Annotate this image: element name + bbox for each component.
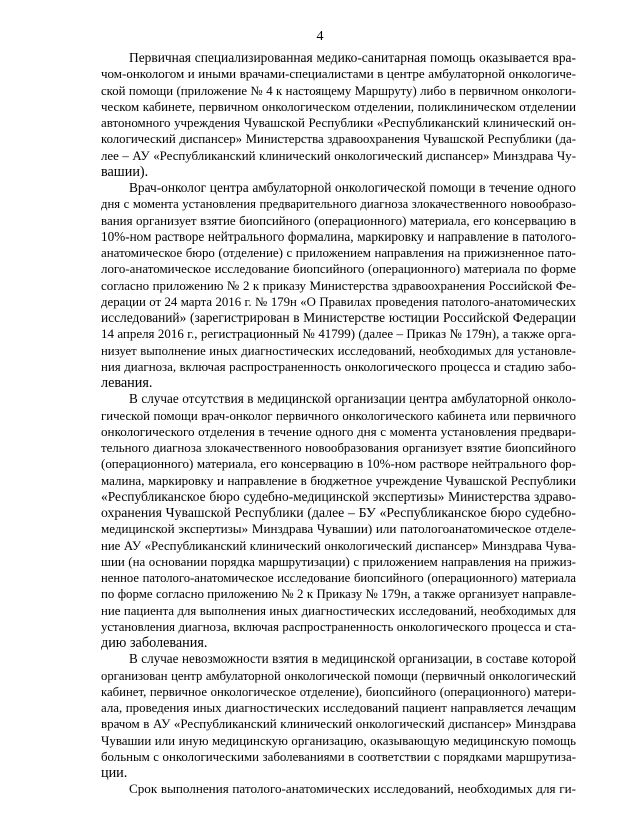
- text-line: вания организует взятие биопсийного (операционного) материала, его консервацию в: [101, 212, 576, 228]
- text-line: чом-онкологом и иными врачами-специалистами в центре амбулаторной онкологиче-: [101, 66, 576, 82]
- page-number: 4: [316, 29, 324, 44]
- text-line: ние АУ «Республиканский клинический онкологический диспансер» Минздрава Чува-: [101, 538, 576, 553]
- text-line: охранения Чувашской Республики (далее – БУ «Республиканское бюро судебно-: [101, 505, 576, 520]
- paragraph-4: [101, 651, 576, 781]
- text-line: больным с онкологическими заболеваниями в соответствии с порядками маршрутиза-: [101, 749, 576, 764]
- paragraph-3: [101, 391, 576, 651]
- text-line: Чувашии или иную медицинскую организацию, оказывающую медицинскую помощь: [101, 732, 576, 748]
- text-line: 10%-ном растворе нейтрального формалина, маркировку и направление в патолого-: [101, 228, 576, 244]
- text-line: ние пациента для выполнения иных диагностических исследований, необходимых для: [101, 603, 576, 618]
- text-line: (операционного) материала, его консервацию в 10%-ном растворе нейтрального фор-: [101, 456, 576, 472]
- text-line: врачом в АУ «Республиканский клинический онкологический диспансер» Минздрава: [101, 716, 576, 732]
- text-line: Первичная специализированная медико-санитарная помощь оказывается вра-: [129, 50, 576, 65]
- text-line: малина, маркировку и направление в бюджетное учреждение Чувашской Республики: [101, 472, 576, 488]
- text-line: установления диагноза, включая распространенность онкологического процесса и ста-: [101, 619, 576, 634]
- document-body: [101, 50, 576, 798]
- text-line: «Республиканское бюро судебно-медицинской экспертизы» Министерства здраво-: [101, 488, 576, 504]
- text-line: вашии).: [101, 163, 149, 180]
- text-line: В случае невозможности взятия в медицинской организации, в составе которой: [129, 651, 576, 667]
- text-line: ской помощи (приложение № 4 к настоящему Маршруту) либо в первичном онкологи-: [101, 83, 576, 98]
- text-line: тельного диагноза злокачественного новообразования организует взятие биопсийного: [101, 441, 576, 455]
- text-line: гической помощи врач-онколог первичного онкологического кабинета или первичного: [101, 408, 576, 423]
- text-line: лее – АУ «Республиканский клинический онкологический диспансер» Минздрава Чу-: [101, 148, 576, 163]
- text-line: шии (на основании порядка маршрутизации) с приложением направления на прижиз-: [101, 553, 576, 569]
- text-line: ции.: [101, 765, 128, 781]
- text-line: дерации от 24 марта 2016 г. № 179н «О Правилах проведения патолого-анатомических: [101, 294, 576, 309]
- text-line: организован центр амбулаторной онкологической помощи (первичный онкологический: [101, 668, 576, 683]
- text-line: автономного учреждения Чувашской Республики «Республиканский клинический он-: [101, 115, 576, 130]
- text-line: ала, проведения иных диагностических исследований пациент направляется лечащим: [101, 701, 576, 715]
- text-line: согласно приложению № 2 к приказу Министерства здравоохранения Российской Фе-: [101, 277, 576, 293]
- text-line: Срок выполнения патолого-анатомических исследований, необходимых для ги-: [129, 781, 576, 797]
- text-line: Врач-онколог центра амбулаторной онкологической помощи в течение одного: [129, 180, 576, 195]
- text-line: медицинской экспертизы» Минздрава Чувашии) или патологоанатомическое отделе-: [101, 521, 576, 537]
- text-line: левания.: [101, 375, 153, 391]
- text-line: низует выполнение иных диагностических исследований, необходимых для установле-: [101, 343, 576, 358]
- text-line: дня с момента установления предварительного диагноза злокачественного новообразо-: [101, 197, 576, 212]
- text-line: онкологического отделения в течение одного дня с момента установления предвари-: [101, 423, 576, 439]
- paragraph-1: [101, 50, 576, 180]
- text-line: ческом кабинете, первичном онкологическом отделении, поликлиническом отделении: [101, 99, 576, 114]
- text-line: кабинет, первичное онкологическое отделение), биопсийного (операционного) матери-: [101, 684, 576, 699]
- paragraph-5: [101, 781, 576, 797]
- text-line: по форме согласно приложению № 2 к Приказу № 179н, а также организует направле-: [101, 587, 576, 602]
- paragraph-2: [101, 180, 576, 391]
- text-line: кологический диспансер» Министерства здравоохранения Чувашской Республики (да-: [101, 132, 576, 147]
- text-line: 14 апреля 2016 г., регистрационный № 41799) (далее – Приказ № 179н), а также орга-: [101, 326, 576, 342]
- text-line: дию заболевания.: [101, 635, 208, 651]
- text-line: ния диагноза, включая распространенность онкологического процесса и стадию забо-: [101, 359, 576, 374]
- text-line: исследований» (зарегистрирован в Министерстве юстиции Российской Федерации: [101, 310, 576, 325]
- text-line: В случае отсутствия в медицинской организации центра амбулаторной онколо-: [129, 391, 576, 407]
- text-line: лого-анатомическое исследование биопсийного (операционного) материала по форме: [101, 261, 576, 277]
- text-line: ненное патолого-анатомическое исследование биопсийного (операционного) материала: [101, 571, 576, 585]
- text-line: анатомическое бюро (отделение) с приложением направления на прижизненное пато-: [101, 245, 576, 260]
